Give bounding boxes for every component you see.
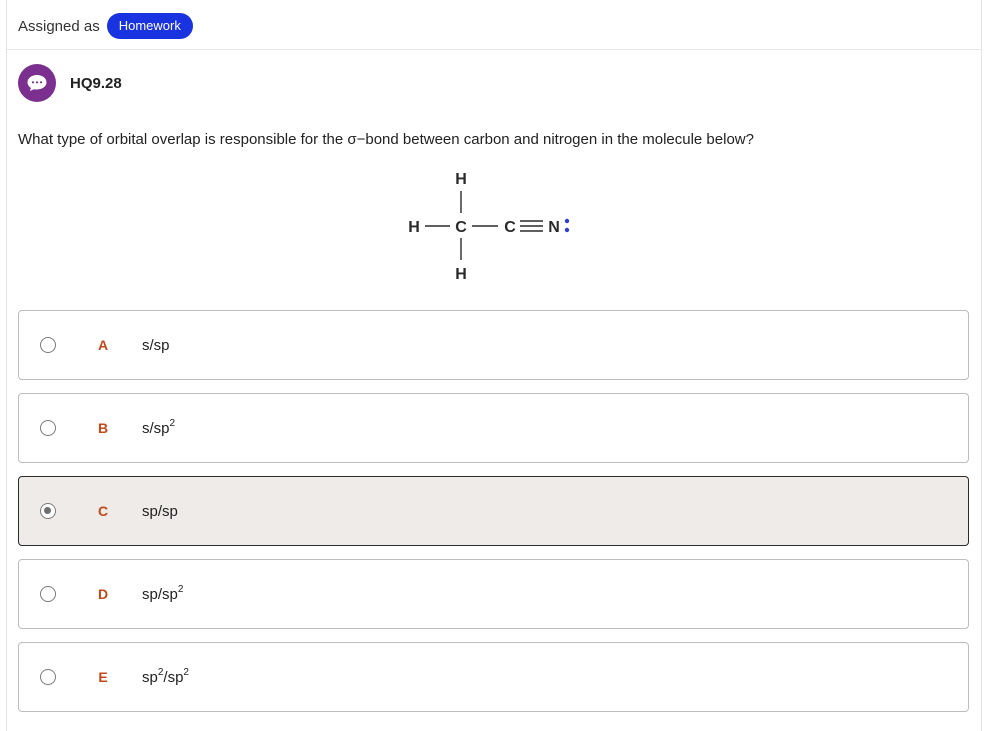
chat-bubble-icon xyxy=(18,64,56,102)
option-letter: C xyxy=(97,503,109,519)
lone-pair xyxy=(565,219,569,232)
question-text: What type of orbital overlap is responsible for the σ−bond between carbon and nitrogen in the molecule below? xyxy=(18,131,754,148)
radio-button-e[interactable] xyxy=(40,669,56,685)
atom-h-top: H xyxy=(455,171,467,188)
molecule-structure xyxy=(400,162,585,287)
homework-badge: Homework xyxy=(107,13,193,39)
option-text: $sp/sp^2$ xyxy=(142,584,184,603)
answer-option-e[interactable] xyxy=(18,642,969,712)
triple-bond xyxy=(520,221,543,231)
answer-option-a[interactable] xyxy=(18,310,969,380)
atom-nitrogen: N xyxy=(548,219,560,236)
option-text: $sp^2/sp^2$ xyxy=(142,667,189,686)
option-text: s/sp xyxy=(142,336,170,354)
radio-button-d[interactable] xyxy=(40,586,56,602)
atom-carbon-1: C xyxy=(455,219,467,236)
answer-option-c[interactable] xyxy=(18,476,969,546)
radio-button-b[interactable] xyxy=(40,420,56,436)
assigned-label: Assigned as xyxy=(18,17,100,35)
atom-h-left: H xyxy=(408,219,420,236)
assignment-row xyxy=(18,12,193,40)
question-header xyxy=(18,64,122,102)
option-letter: D xyxy=(97,586,109,602)
option-text: $s/sp^2$ xyxy=(142,418,176,437)
option-letter: E xyxy=(98,669,108,685)
radio-button-c[interactable] xyxy=(40,503,56,519)
option-letter: B xyxy=(97,420,109,436)
atom-carbon-2: C xyxy=(504,219,516,236)
atom-h-bottom: H xyxy=(455,266,467,283)
answer-option-b[interactable] xyxy=(18,393,969,463)
answer-option-d[interactable] xyxy=(18,559,969,629)
option-letter: A xyxy=(97,337,109,353)
option-text: sp/sp xyxy=(142,502,178,520)
radio-button-a[interactable] xyxy=(40,337,56,353)
question-id: HQ9.28 xyxy=(70,74,122,92)
header-divider xyxy=(7,49,981,50)
